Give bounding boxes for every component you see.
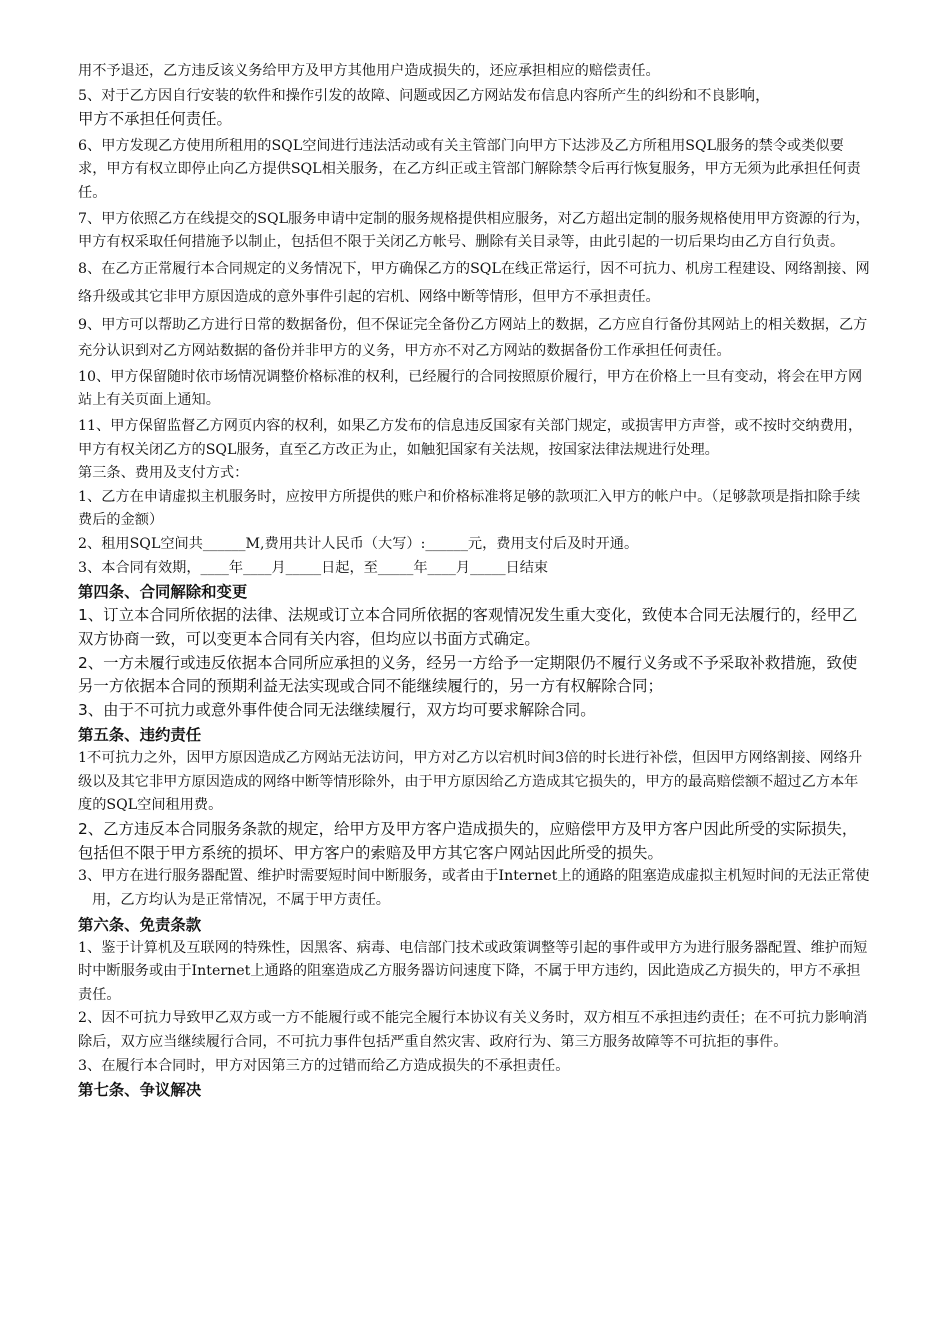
section-5-heading: 第五条、违约责任 [78, 726, 202, 745]
paragraph-clause-7: 7、甲方依照乙方在线提交的SQL服务申请中定制的服务规格提供相应服务，对乙方超出定制的服务规格使用甲方资源的行为，甲方有权采取任何措施予以制止，包括但不限于关闭乙方帐号、删除有关目录等，由此引起的一切后果均由乙方自行负责。 [78, 210, 870, 251]
paragraph-liability-2: 2、乙方违反本合同服务条款的规定，给甲方及甲方客户造成损失的，应赔偿甲方及甲方客户因此所受的实际损失，包括但不限于甲方系统的损坏、甲方客户的索赔及甲方其它客户网站因此所受的损失。 [78, 819, 858, 862]
paragraph-clause-5 [78, 84, 872, 133]
paragraph-refund-clause: 用不予退还，乙方违反该义务给甲方及甲方其他用户造成损失的，还应承担相应的赔偿责任。 [78, 63, 660, 79]
section-6-heading: 第六条、免责条款 [78, 915, 202, 934]
section-7-heading: 第七条、争议解决 [78, 1081, 202, 1100]
paragraph-clause-8: 8、在乙方正常履行本合同规定的义务情况下，甲方确保乙方的SQL在线正常运行，因不可抗力、机房工程建设、网络割接、网络升级或其它非甲方原因造成的意外事件引起的宕机、网络中断等情形，但甲方不承担责任。 [78, 260, 870, 306]
section-3-heading: 第三条、费用及支付方式： [78, 465, 249, 482]
paragraph-payment-2: 2、租用SQL空间共______M,费用共计人民币（大写）:______元，费用支付后及时开通。 [78, 535, 639, 552]
paragraph-termination-2: 2、一方未履行或违反依据本合同所应承担的义务，经另一方给予一定期限仍不履行义务或不予采取补救措施，致使另一方依据本合同的预期利益无法实现或合同不能继续履行的，另一方有权解除合同； [78, 653, 858, 696]
paragraph-exemption-2: 2、因不可抗力导致甲乙双方或一方不能履行或不能完全履行本协议有关义务时，双方相互不承担违约责任；在不可抗力影响消除后，双方应当继续履行合同，不可抗力事件包括严重自然灾害、政府行为、第三方服务故障等不可抗拒的事件。 [78, 1010, 868, 1051]
paragraph-exemption-3: 3、在履行本合同时，甲方对因第三方的过错而给乙方造成损失的不承担责任。 [78, 1057, 570, 1074]
paragraph-clause-10: 10、甲方保留随时依市场情况调整价格标准的权利，已经履行的合同按照原价履行，甲方在价格上一旦有变动，将会在甲方网站上有关页面上通知。 [78, 368, 863, 409]
paragraph-clause-6: 6、甲方发现乙方使用所租用的SQL空间进行违法活动或有关主管部门向甲方下达涉及乙方所租用SQL服务的禁令或类似要求，甲方有权立即停止向乙方提供SQL相关服务，在乙方纠正或主管部门解除禁令后再行恢复服务，甲方无须为此承担任何责任。 [78, 137, 861, 201]
paragraph-clause-9: 9、甲方可以帮助乙方进行日常的数据备份，但不保证完全备份乙方网站上的数据，乙方应自行备份其网站上的相关数据，乙方充分认识到对乙方网站数据的备份并非甲方的义务，甲方亦不对乙方网站的数据备份工作承担任何责任。 [78, 316, 868, 359]
paragraph-payment-1: 1、乙方在申请虚拟主机服务时，应按甲方所提供的账户和价格标准将足够的款项汇入甲方的帐户中。（足够款项是指扣除手续费后的金额） [78, 488, 861, 529]
paragraph-exemption-1: 1、鉴于计算机及互联网的特殊性，因黑客、病毒、电信部门技术或政策调整等引起的事件或甲方为进行服务器配置、维护而短时中断服务或由于Internet上通路的阻塞造成乙方服务器访问速度下降，不属于甲方违约，因此造成乙方损失的，甲方不承担责任。 [78, 939, 868, 1003]
clause-5-text-tail: 响， [739, 85, 771, 104]
clause-5-text-end: 甲方不承担任何责任。 [78, 110, 232, 129]
paragraph-clause-11: 11、甲方保留监督乙方网页内容的权利，如果乙方发布的信息违反国家有关部门规定，或损害甲方声誉，或不按时交纳费用，甲方有权关闭乙方的SQL服务，直至乙方改正为止，如触犯国家有关法规，按国家法律法规进行处理。 [78, 417, 863, 458]
paragraph-payment-3: 3、本合同有效期，____年____月_____日起，至_____年____月_____日结束 [78, 559, 549, 576]
paragraph-termination-1: 1、订立本合同所依据的法律、法规或订立本合同所依据的客观情况发生重大变化，致使本合同无法履行的，经甲乙双方协商一致，可以变更本合同有关内容，但均应以书面方式确定。 [78, 606, 858, 648]
paragraph-liability-1: 1不可抗力之外，因甲方原因造成乙方网站无法访问，甲方对乙方以宕机时间3倍的时长进行补偿，但因甲方网络割接、网络升级以及其它非甲方原因造成的网络中断等情形除外，由于甲方原因给乙方造成其它损失的，甲方的最高赔偿额不超过乙方本年度的SQL空间租用费。 [78, 750, 863, 814]
clause-5-text: 5、对于乙方因自行安装的软件和操作引发的故障、问题或因乙方网站发布信息内容所产生的纠纷和不良影 [78, 87, 740, 104]
section-4-heading: 第四条、合同解除和变更 [78, 583, 248, 602]
paragraph-liability-3: 3、甲方在进行服务器配置、维护时需要短时间中断服务，或者由于Internet上的通路的阻塞造成虚拟主机短时间的无法正常使用，乙方均认为是正常情况，不属于甲方责任。 [78, 868, 870, 909]
paragraph-termination-3: 3、由于不可抗力或意外事件使合同无法继续履行，双方均可要求解除合同。 [78, 701, 596, 720]
